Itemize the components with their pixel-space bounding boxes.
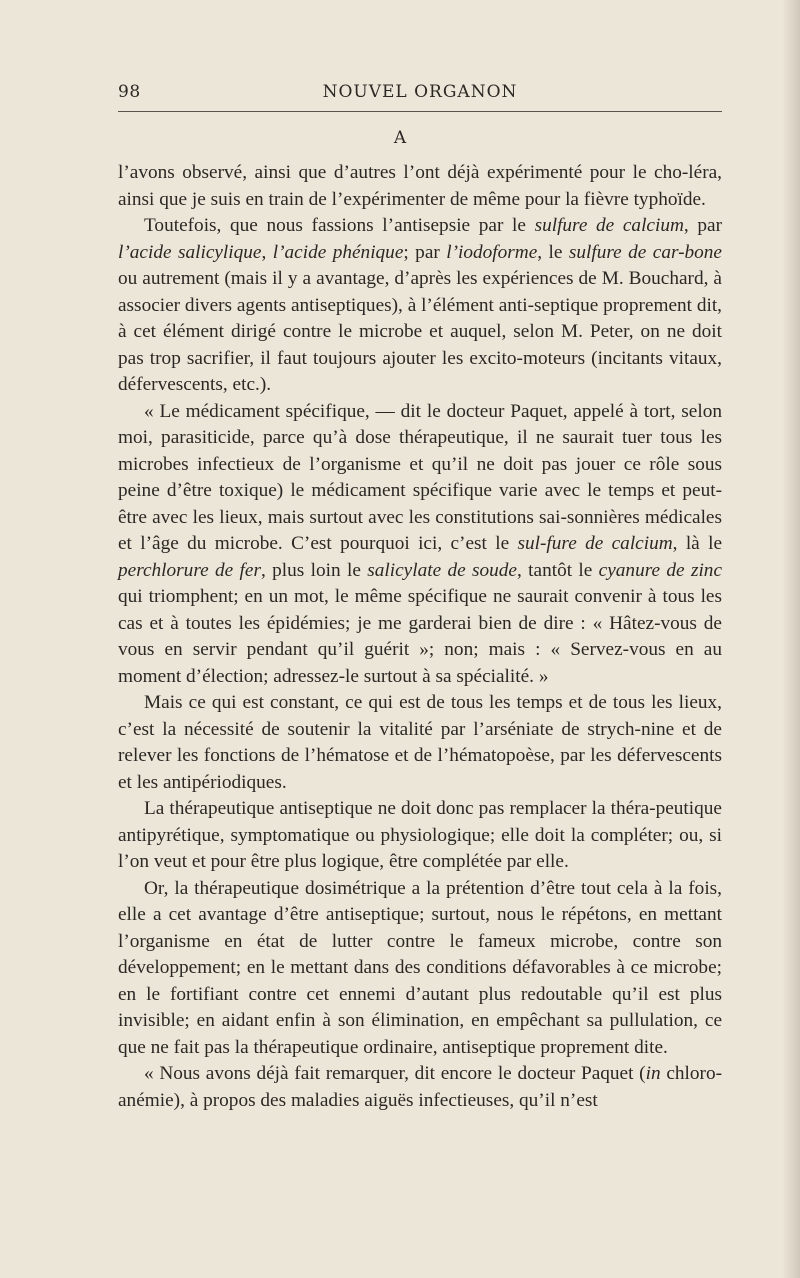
italic-term: salicylate de soude: [367, 559, 517, 581]
paragraph-p4: [118, 690, 722, 796]
header-rule: [118, 111, 722, 112]
italic-term: in: [645, 1063, 661, 1084]
text-run: l’avons observé, ainsi que d’autres l’ont déjà expérimenté pour le cho-léra, ainsi que je suis en train de l’expérimenter de même pour la fièvre typhoïde.: [118, 162, 722, 210]
page-edge-shadow: [782, 0, 800, 1278]
text-run: Toutefois, que nous fassions l’antisepsie par le: [144, 215, 535, 236]
text-run: qui triomphent; en un mot, le même spécifique ne saurait convenir à tous les cas et à toutes les épidémies; je me garderai bien de dire : « Hâtez-vous de vous en servir pendant qu’il guérit »; non; mais : « Servez-vous en au moment d’élection; adressez-le surtout à sa spécialité. »: [118, 586, 722, 687]
text-run: , le: [537, 241, 569, 263]
text-run: Mais ce qui est constant, ce qui est de tous les temps et de tous les lieux, c’est la nécessité de soutenir la vitalité par l’arséniate de strych-nine et de relever les fonctions de l’hématose et de l’hématopoèse, par les défervescents et les antipériodiques.: [118, 692, 722, 793]
text-run: , plus loin le: [260, 559, 368, 581]
text-run: ; par: [403, 241, 447, 263]
paragraph-p2: [118, 213, 722, 399]
italic-term: l’iodoforme: [446, 241, 538, 263]
text-run: « Nous avons déjà fait remarquer, dit encore le docteur Paquet (: [144, 1063, 646, 1084]
italic-term: l’acide salicylique: [118, 241, 262, 263]
text-run: La thérapeutique antiseptique ne doit donc pas remplacer la théra-peutique antipyrétique, symptomatique ou physiologique; elle doit la compléter; ou, si l’on veut et pour être plus logique, être complétée par elle.: [118, 798, 722, 872]
text-run: ou autrement (mais il y a avantage, d’après les expériences de M. Bouchard, à associer divers agents antiseptiques), à l’élément anti-septique proprement dit, à cet élément dirigé contre le microbe et auquel, selon M. Peter, on ne doit pas trop sacrifier, il faut toujours ajouter les excito-moteurs (incitants vitaux, défervescents, etc.).: [118, 268, 722, 395]
text-run: , tantôt le: [517, 559, 599, 581]
italic-term: sulfure de calcium: [534, 215, 684, 236]
italic-term: sulfure de car-bone: [568, 241, 722, 263]
paragraph-p5: [118, 796, 722, 876]
paragraph-p3: [118, 399, 722, 691]
page-number: 98: [118, 82, 141, 102]
text-run: Or, la thérapeutique dosimétrique a la prétention d’être tout cela à la fois, elle a cet avantage d’être antiseptique; surtout, nous le répétons, en mettant l’organisme en état de lutter contre le fameux microbe, contre son développement; en le mettant dans des conditions défavorables à ce microbe; en le fortifiant contre cet ennemi d’autant plus redoutable qu’il est plus invisible; en aidant enfin à son élimination, en empêchant sa pullulation, ce que ne fait pas la thérapeutique ordinaire, antiseptique proprement dite.: [118, 877, 722, 1058]
italic-term: sul-fure de calcium: [517, 533, 673, 554]
signature-mark: A: [393, 128, 407, 148]
italic-term: cyanure de zinc: [598, 559, 722, 581]
text-run: chloro-anémie), à propos des maladies aiguës infectieuses, qu’il n’est: [118, 1063, 723, 1111]
text-run: « Le médicament spécifique, — dit le docteur Paquet, appelé à tort, selon moi, parasiticide, parce qu’à dose thérapeutique, il ne saurait tuer tous les microbes infectieux de l’organisme et qu’il ne doit pas jouer ce rôle sous peine d’être toxique) le médicament spécifique varie avec le temps et peut-être avec les lieux, mais surtout avec les constitutions sai-sonnières médicales et l’âge du microbe. C’est pourquoi ici, c’est le: [118, 400, 722, 554]
text-run: , là le: [672, 533, 722, 554]
italic-term: l’acide phénique: [272, 241, 404, 263]
paragraph-p6: [118, 876, 722, 1062]
italic-term: perchlorure de fer: [118, 559, 261, 581]
text-run: , par: [683, 215, 722, 236]
body-text: [118, 160, 722, 1114]
paragraph-p1: [118, 160, 722, 213]
running-header: [118, 80, 722, 106]
running-title: NOUVEL ORGANON: [322, 82, 518, 102]
paragraph-p7: [118, 1061, 722, 1114]
text-run: ,: [261, 241, 273, 263]
